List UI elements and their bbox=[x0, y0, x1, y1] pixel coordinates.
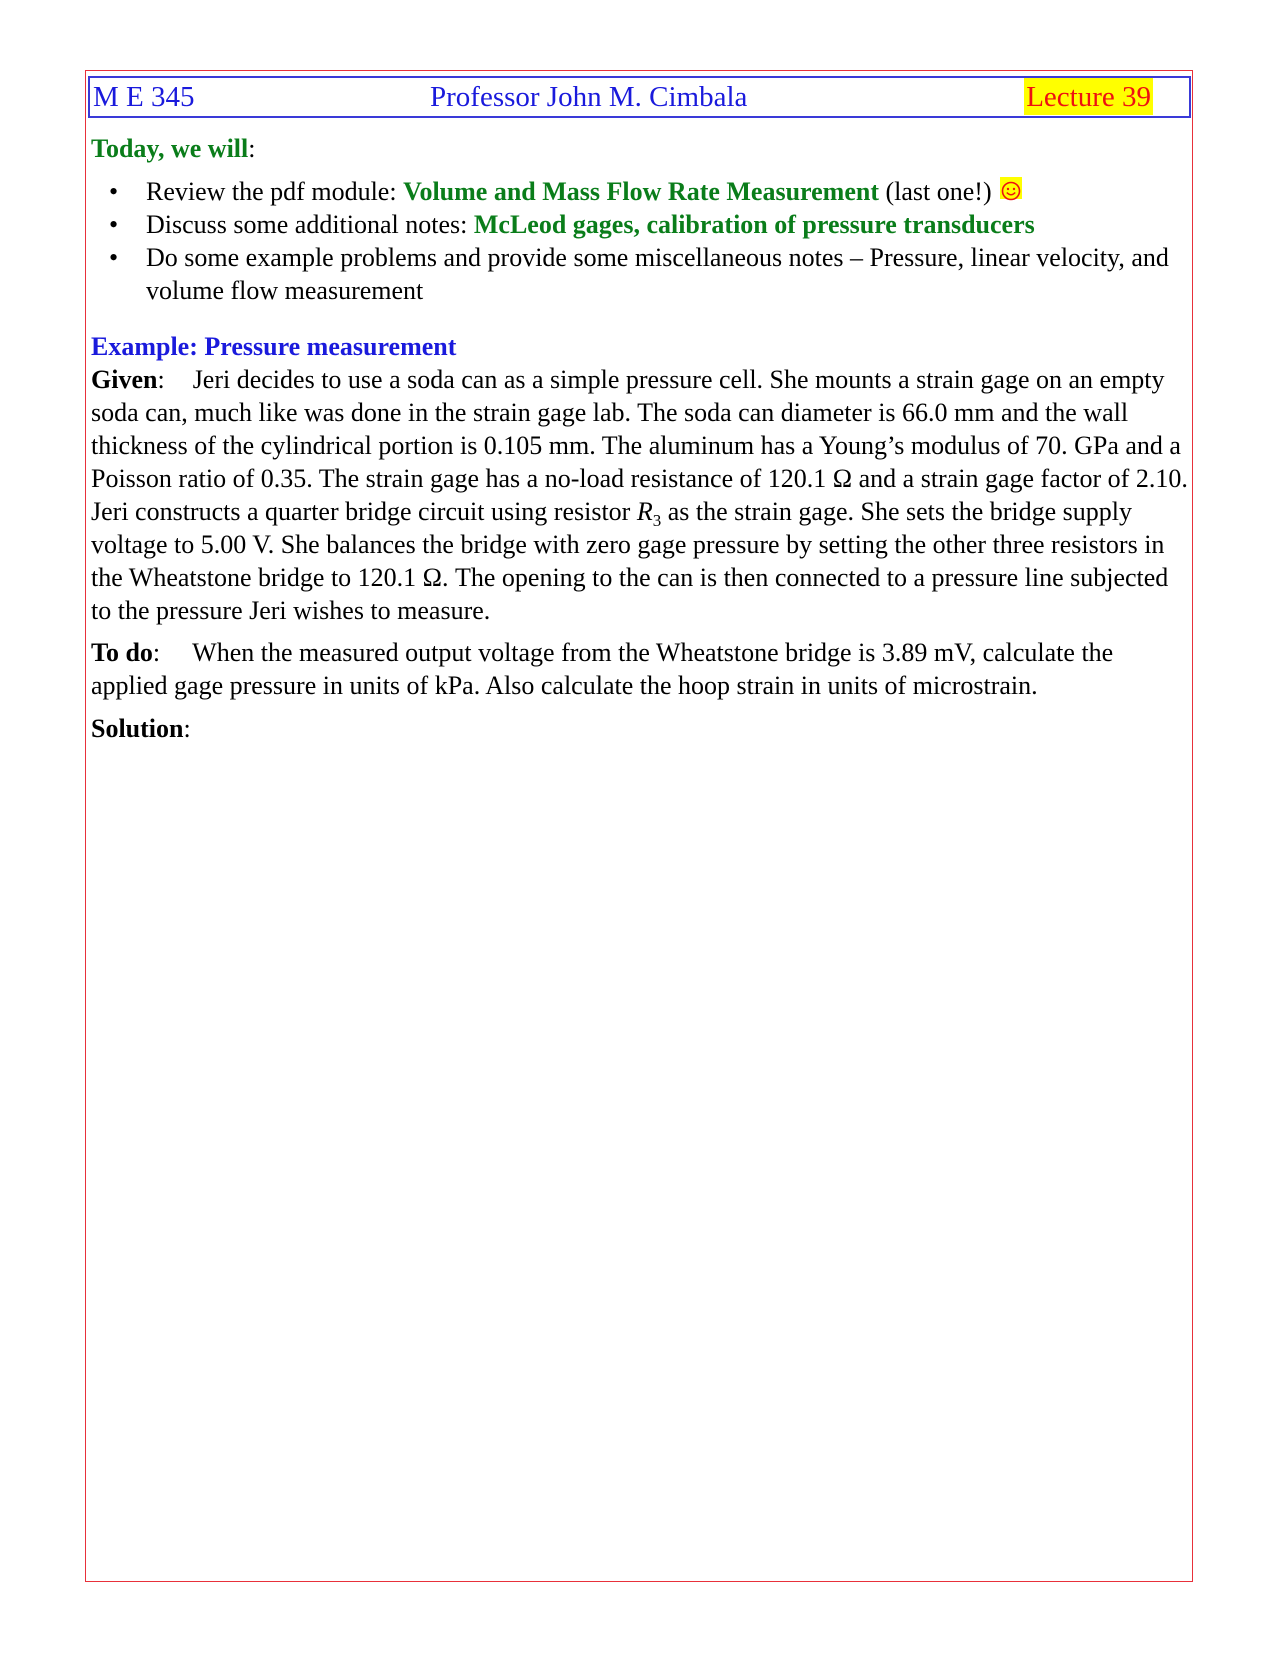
today-heading bbox=[91, 132, 1191, 165]
given-text: Jeri decides to use a soda can as a simple pressure cell. She mounts a strain gage on an empty soda can, much like was done in the strain gage lab. The soda can diameter is 66.0 mm and the wall thickness of the cylindrical portion is 0.105 mm. The aluminum has a Young’s modulus of 70. GPa and a Poisson ratio of 0.35. The strain gage has a no-load resistance of 120.1 Ω and a strain gage factor of 2.10. Jeri constructs a quarter bridge circuit using resistor bbox=[91, 365, 1188, 526]
agenda-item-suffix: (last one!) bbox=[878, 177, 999, 206]
bullet-dot-icon: • bbox=[109, 177, 119, 206]
resistor-subscript: 3 bbox=[652, 511, 662, 531]
today-colon: : bbox=[248, 134, 256, 163]
list-item bbox=[91, 175, 1191, 208]
bullet-dot-icon: • bbox=[109, 210, 119, 239]
agenda-item-text: Discuss some additional notes: bbox=[146, 210, 474, 239]
resistor-variable: R bbox=[636, 497, 653, 526]
page-content bbox=[91, 130, 1191, 745]
agenda-item-highlight: Volume and Mass Flow Rate Measurement bbox=[403, 177, 879, 206]
todo-text: When the measured output voltage from the Wheatstone bridge is 3.89 mV, calculate the applied gage pressure in units of kPa. Also calculate the hoop strain in units of microstrain. bbox=[91, 638, 1114, 700]
today-label: Today, we will bbox=[91, 134, 249, 163]
lecture-number: Lecture 39 bbox=[1024, 78, 1153, 115]
given-paragraph: Given: Jeri decides to use a soda can as a simple pressure cell. She mounts a strain gage on an empty soda can, much like was done in the strain gage lab. The soda can diameter is 66.0 mm and the wall thickness of the cylindrical portion is 0.105 mm. The aluminum has a Young’s modulus of 70. GPa and a Poisson ratio of 0.35. The strain gage has a no-load resistance of 120.1 Ω and a strain gage factor of 2.10. Jeri constructs a quarter bridge circuit using resistor $R_3$ as the strain gage. She sets the bridge supply voltage to 5.00 V. She balances the bridge with zero gage pressure by setting the other three resistors in the Wheatstone bridge to 120.1 Ω. The opening to the can is then connected to a pressure line subjected to the pressure Jeri wishes to measure. bbox=[91, 365, 1188, 625]
course-number: M E 345 bbox=[93, 81, 195, 113]
todo-label: To do bbox=[91, 638, 153, 667]
example-title: Example: Pressure measurement bbox=[91, 332, 457, 361]
solution-label: Solution bbox=[91, 714, 184, 743]
agenda-item-highlight: McLeod gages, calibration of pressure transducers bbox=[473, 210, 1035, 239]
lecture-header bbox=[88, 76, 1191, 118]
professor-name: Professor John M. Cimbala bbox=[430, 81, 748, 113]
list-item bbox=[91, 208, 1191, 241]
agenda-item-text: Do some example problems and provide some miscellaneous notes – Pressure, linear velocity, and volume flow measurement bbox=[146, 243, 1169, 305]
given-label: Given bbox=[91, 365, 158, 394]
given-text-continued: as the strain gage. She sets the bridge supply voltage to 5.00 V. She balances the bridge with zero gage pressure by setting the other three resistors in the Wheatstone bridge to 120.1 Ω. The opening to the can is then connected to a pressure line subjected to the pressure Jeri wishes to measure. bbox=[91, 497, 1169, 625]
solution-heading: Solution: bbox=[91, 714, 191, 743]
agenda-item-text: Review the pdf module: bbox=[146, 177, 404, 206]
smiley-face-icon bbox=[1000, 177, 1022, 199]
agenda-list bbox=[91, 175, 1191, 307]
todo-paragraph: To do: When the measured output voltage from the Wheatstone bridge is 3.89 mV, calculate the applied gage pressure in units of kPa. Also calculate the hoop strain in units of microstrain. bbox=[91, 638, 1114, 700]
bullet-dot-icon: • bbox=[109, 243, 119, 272]
list-item bbox=[91, 241, 1191, 307]
